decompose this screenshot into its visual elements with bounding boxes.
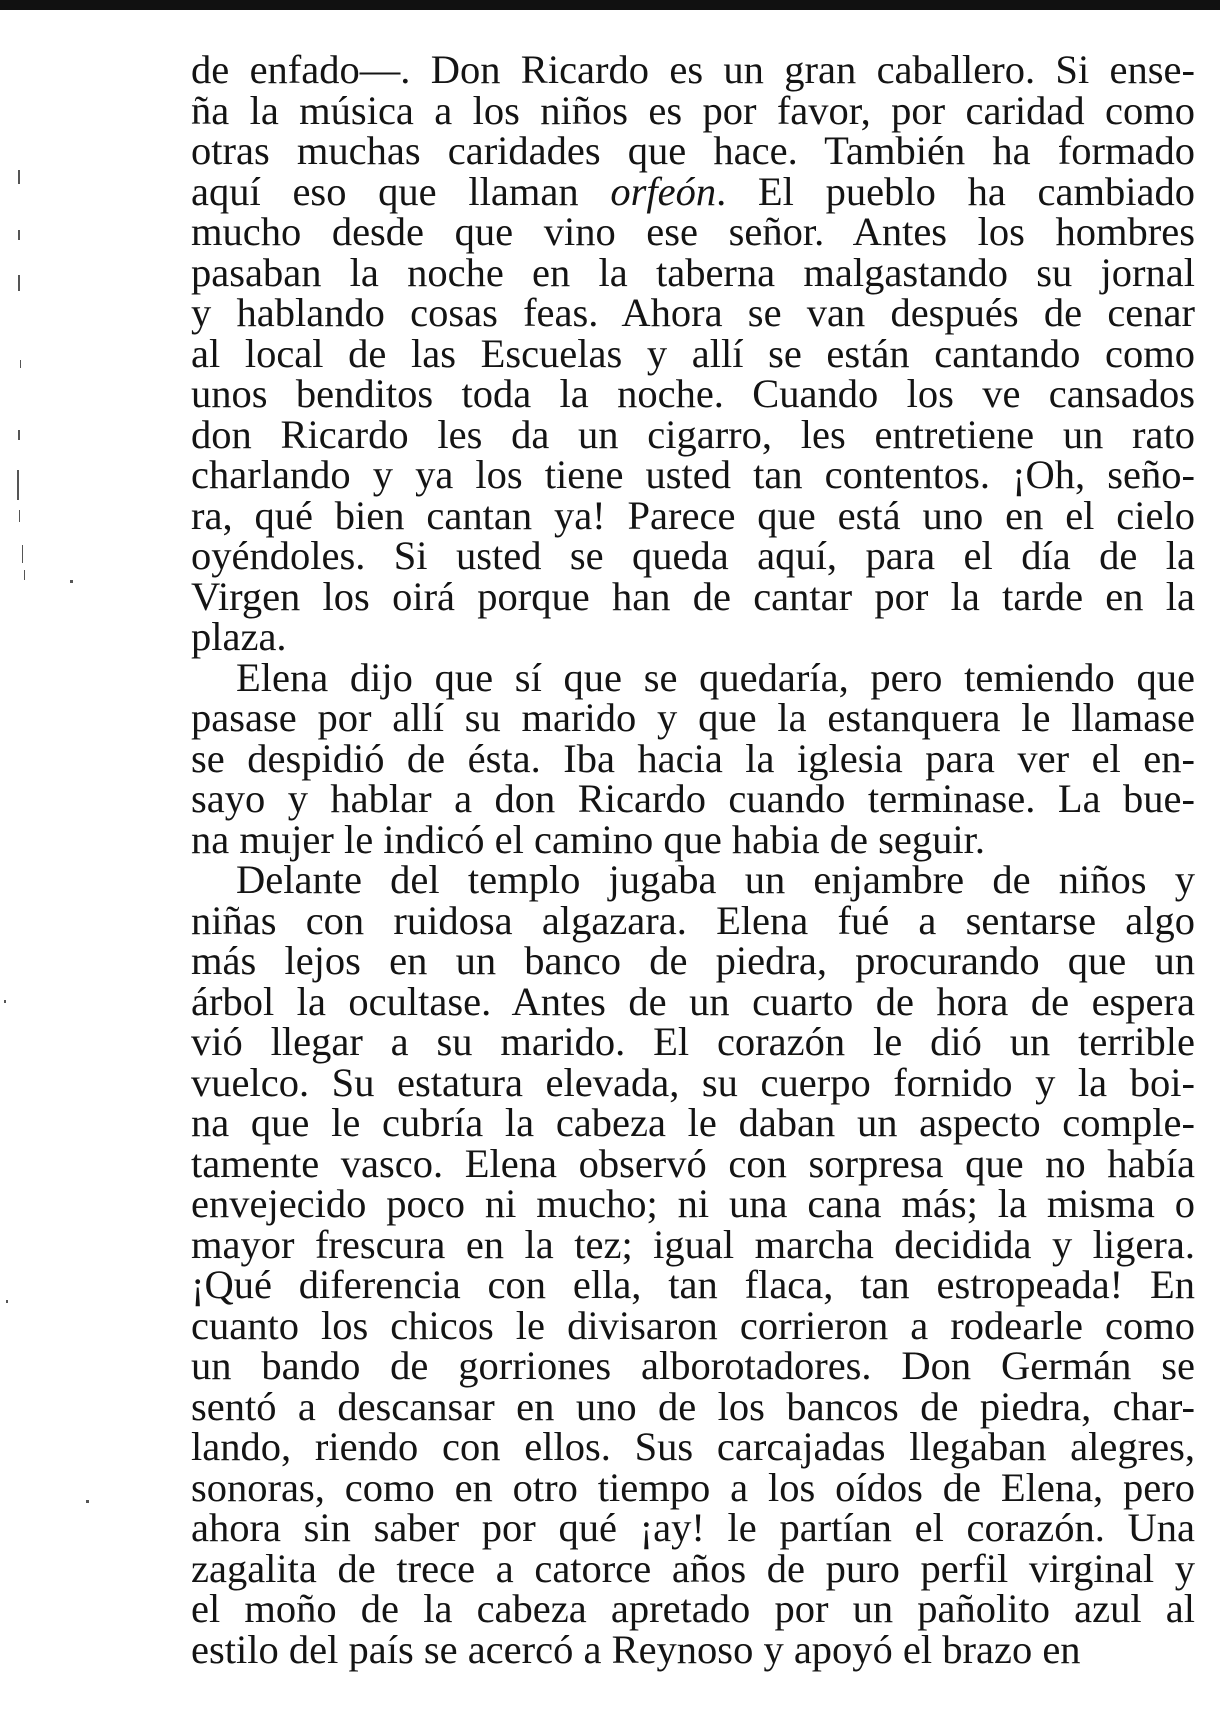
text-line: Delante del templo jugaba un enjambre de niños y xyxy=(236,857,1195,902)
text-line: otras muchas caridades que hace. También ha formado xyxy=(191,128,1195,173)
paragraph xyxy=(191,654,1195,862)
text-line: lando, riendo con ellos. Sus carcajadas llegaban alegres, xyxy=(191,1424,1195,1469)
paragraph xyxy=(191,857,1195,1672)
text-line: Virgen los oirá porque han de cantar por la tarde en la xyxy=(191,573,1195,619)
text-line: aquí eso que llaman orfeón. El pueblo ha cambiado xyxy=(191,168,1195,214)
text-line: vuelco. Su estatura elevada, su cuerpo fornido y la boi- xyxy=(191,1059,1195,1105)
scan-speck xyxy=(18,430,20,440)
paragraph xyxy=(191,47,1195,659)
text-line: más lejos en un banco de piedra, procurando que un xyxy=(191,938,1195,983)
text-line: mayor frescura en la tez; igual marcha decidida y ligera. xyxy=(191,1221,1195,1267)
scan-speck xyxy=(4,1000,6,1003)
margin-scan-specks xyxy=(0,0,200,1736)
scan-speck xyxy=(18,275,20,291)
text-line: estilo del país se acercó a Reynoso y apoyó el brazo en xyxy=(191,1626,1081,1672)
text-line: ¡Qué diferencia con ella, tan flaca, tan estropeada! En xyxy=(191,1262,1195,1307)
text-line: y hablando cosas feas. Ahora se van después de cenar xyxy=(191,290,1195,335)
scan-speck xyxy=(6,1300,8,1303)
text-line: mucho desde que vino ese señor. Antes los hombres xyxy=(191,209,1195,254)
scan-speck xyxy=(17,470,19,500)
text-line: pasaban la noche en la taberna malgastando su jornal xyxy=(191,249,1195,295)
text-line: charlando y ya los tiene usted tan contentos. ¡Oh, seño- xyxy=(191,452,1195,497)
text-line: ra, qué bien cantan ya! Parece que está uno en el cielo xyxy=(191,492,1195,538)
text-line: zagalita de trece a catorce años de puro perfil virginal y xyxy=(191,1545,1195,1591)
scan-speck xyxy=(19,510,20,522)
text-line: niñas con ruidosa algazara. Elena fué a sentarse algo xyxy=(191,897,1195,943)
text-line: ahora sin saber por qué ¡ay! le partían el corazón. Una xyxy=(191,1505,1195,1550)
text-line: envejecido poco ni mucho; ni una cana más; la misma o xyxy=(191,1181,1195,1226)
text-line: na que le cubría la cabeza le daban un aspecto comple- xyxy=(191,1100,1195,1145)
text-line: árbol la ocultase. Antes de un cuarto de hora de espera xyxy=(191,978,1195,1024)
text-line: sayo y hablar a don Ricardo cuando terminase. La bue- xyxy=(191,776,1195,821)
text-line: cuanto los chicos le divisaron corrieron a rodearle como xyxy=(191,1302,1195,1348)
text-line: ña la música a los niños es por favor, por caridad como xyxy=(191,87,1195,133)
italic-word: orfeón xyxy=(610,168,717,214)
text-line: sonoras, como en otro tiempo a los oídos de Elena, pero xyxy=(191,1464,1195,1510)
text-line: tamente vasco. Elena observó con sorpresa que no había xyxy=(191,1140,1195,1186)
scan-speck xyxy=(24,570,25,580)
text-line: al local de las Escuelas y allí se están cantando como xyxy=(191,330,1195,376)
page-body-text xyxy=(191,47,1195,1672)
text-line: don Ricardo les da un cigarro, les entretiene un rato xyxy=(191,411,1195,457)
text-line: sentó a descansar en uno de los bancos de piedra, char- xyxy=(191,1383,1195,1429)
text-line: na mujer le indicó el camino que habia de seguir. xyxy=(191,816,985,862)
text-line: de enfado—. Don Ricardo es un gran caballero. Si ense- xyxy=(191,47,1195,92)
text-line: plaza. xyxy=(191,614,287,659)
text-line: el moño de la cabeza apretado por un pañolito azul al xyxy=(191,1586,1195,1631)
scan-speck xyxy=(20,360,21,368)
text-line: un bando de gorriones alborotadores. Don Germán se xyxy=(191,1343,1195,1388)
scan-speck xyxy=(22,545,23,563)
text-line: pasase por allí su marido y que la estanquera le llamase xyxy=(191,695,1195,740)
text-line: oyéndoles. Si usted se queda aquí, para el día de la xyxy=(191,533,1195,578)
scan-speck xyxy=(18,230,20,240)
scan-speck xyxy=(70,580,73,583)
text-line: se despidió de ésta. Iba hacia la iglesia para ver el en- xyxy=(191,735,1195,781)
scan-speck xyxy=(18,170,20,184)
scan-speck xyxy=(86,1500,89,1503)
text-line: unos benditos toda la noche. Cuando los ve cansados xyxy=(191,371,1195,416)
text-line: Elena dijo que sí que se quedaría, pero temiendo que xyxy=(236,654,1195,700)
text-line: vió llegar a su marido. El corazón le dió un terrible xyxy=(191,1019,1195,1064)
